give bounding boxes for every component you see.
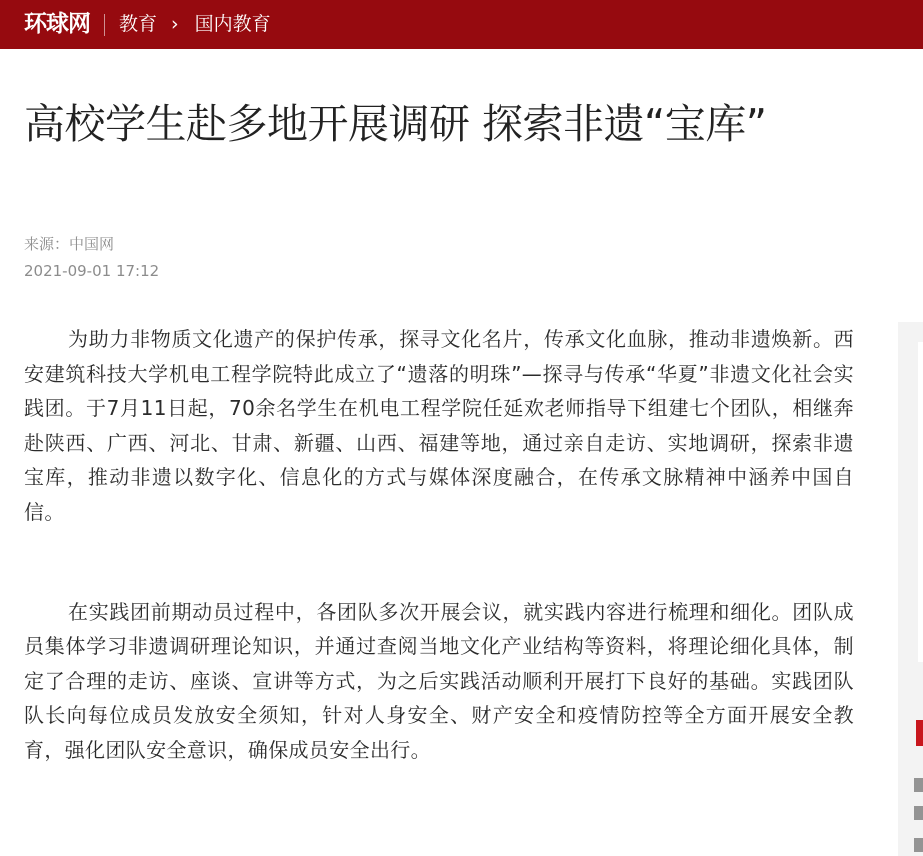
site-header <box>0 0 923 49</box>
article-source: 来源：中国网 <box>24 235 115 253</box>
sidebar-accent-bar <box>916 720 923 746</box>
article-paragraph: 为助力非物质文化遗产的保护传承，探寻文化名片，传承文化血脉，推动非遗焕新。西安建筑科技大学机电工程学院特此成立了“遗落的明珠”—探寻与传承“华夏”非遗文化社会实践团。于7月11日起，70余名学生在机电工程学院任延欢老师指导下组建七个团队，相继奔赴陕西、广西、河北、甘肃、新疆、山西、福建等地，通过亲自走访、实地调研，探索非遗宝库，推动非遗以数字化、信息化的方式与媒体深度融合，在传承文脉精神中涵养中国自信。 <box>24 327 854 524</box>
site-logo[interactable]: 环球网 <box>24 11 90 37</box>
breadcrumb-domestic-education[interactable]: 国内教育 <box>194 13 271 35</box>
article-title: 高校学生赴多地开展调研 探索非遗“宝库” <box>24 100 767 148</box>
article-paragraph: 在实践团前期动员过程中，各团队多次开展会议，就实践内容进行梳理和细化。团队成员集体学习非遗调研理论知识，并通过查阅当地文化产业结构等资料，将理论细化具体，制定了合理的走访、座谈、宣讲等方式，为之后实践活动顺利开展打下良好的基础。实践团队队长向每位成员发放安全须知，针对人身安全、财产安全和疫情防控等全方面开展安全教育，强化团队安全意识，确保成员安全出行。 <box>24 599 854 762</box>
sidebar-truncated-text <box>914 778 923 792</box>
breadcrumb-education[interactable]: 教育 <box>119 13 158 35</box>
chevron-right-icon: › <box>171 13 179 35</box>
article-timestamp: 2021-09-01 17:12 <box>24 262 160 280</box>
sidebar-truncated-text <box>914 838 923 852</box>
sidebar-truncated-text <box>914 806 923 820</box>
header-divider <box>104 14 105 36</box>
sidebar-card <box>918 342 923 662</box>
article-body <box>24 322 854 768</box>
